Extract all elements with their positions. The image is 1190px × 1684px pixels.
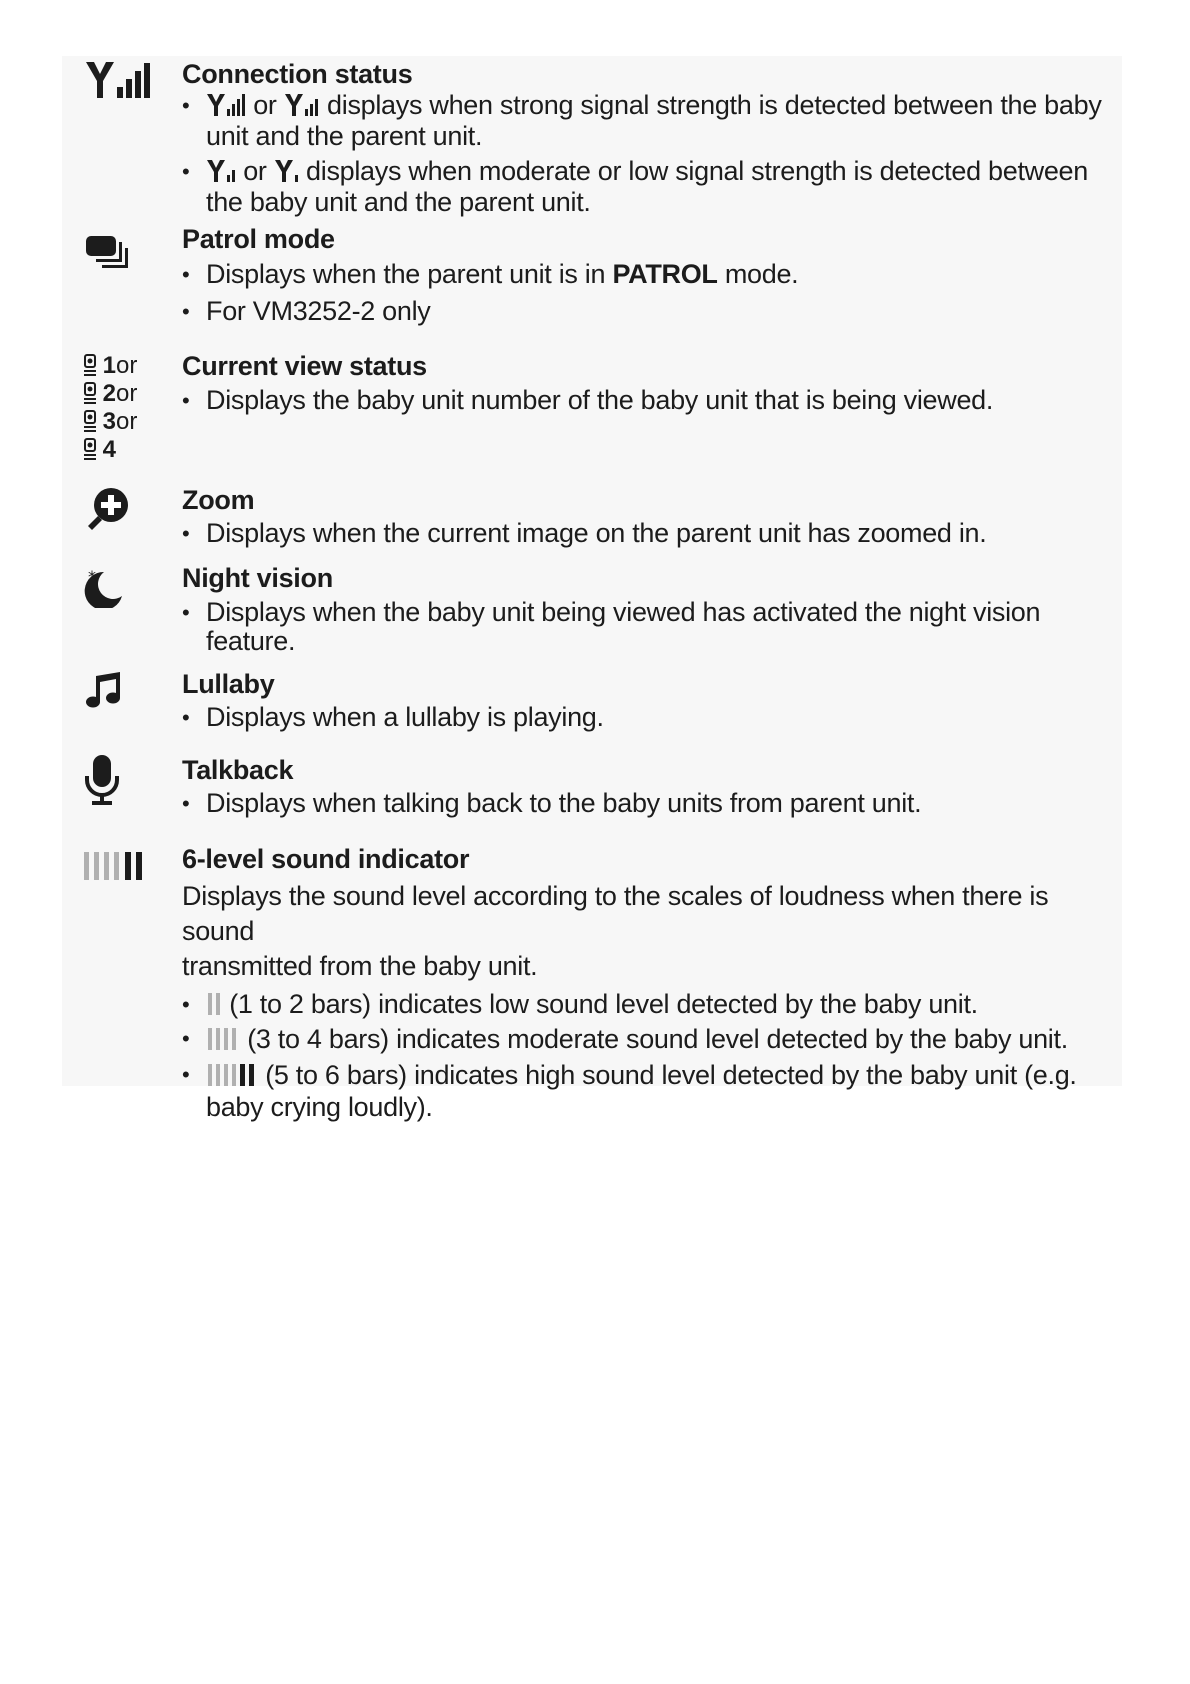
section-zoom bbox=[182, 484, 1122, 549]
section-current-view-status bbox=[182, 350, 1122, 416]
view-unit-4: 4 bbox=[84, 436, 166, 464]
sound-two-bar-icon bbox=[206, 992, 222, 1016]
section-sound-indicator bbox=[182, 843, 1122, 1123]
zoom-bullet bbox=[182, 518, 1122, 549]
zoom-text: Displays when the current image on the parent unit has zoomed in. bbox=[206, 518, 987, 548]
zoom-in-icon bbox=[84, 486, 166, 532]
baby-unit-icon bbox=[84, 438, 96, 460]
signal-one-bar-icon bbox=[274, 159, 299, 183]
night-vision-title: Night vision bbox=[182, 563, 333, 593]
talkback-title: Talkback bbox=[182, 755, 294, 785]
sound-bullet-moderate bbox=[182, 1021, 1122, 1057]
lullaby-title: Lullaby bbox=[182, 669, 275, 699]
night-vision-text-2: feature. bbox=[206, 626, 296, 656]
connection-moderate-text-2: the baby unit and the parent unit. bbox=[206, 187, 591, 217]
sound-intro-1: Displays the sound level according to the scales of loudness when there is sound bbox=[182, 881, 1049, 946]
sound-high-text-2: baby crying loudly). bbox=[206, 1092, 433, 1122]
view-unit-1: 1or bbox=[84, 352, 166, 380]
current-view-icons bbox=[84, 352, 166, 464]
sound-bullet-low bbox=[182, 988, 1122, 1021]
section-patrol-mode bbox=[182, 223, 1122, 327]
baby-unit-icon bbox=[84, 382, 96, 404]
patrol-text: Displays when the parent unit is in bbox=[206, 259, 606, 289]
connection-moderate-text: displays when moderate or low signal strength is detected between bbox=[306, 156, 1088, 186]
microphone-icon bbox=[84, 754, 166, 806]
sound-level-icon bbox=[84, 850, 166, 882]
baby-unit-icon bbox=[84, 354, 96, 376]
sound-bullet-high bbox=[182, 1059, 1122, 1123]
or-text: or bbox=[243, 156, 267, 186]
connection-bullet-moderate bbox=[182, 156, 1122, 218]
signal-two-bar-icon bbox=[206, 159, 236, 183]
patrol-bullet-1 bbox=[182, 259, 1122, 290]
night-vision-bullet bbox=[182, 598, 1122, 656]
talkback-text: Displays when talking back to the baby units from parent unit. bbox=[206, 788, 922, 818]
patrol-keyword: PATROL bbox=[612, 259, 718, 289]
signal-three-bar-icon bbox=[284, 93, 320, 117]
night-vision-text: Displays when the baby unit being viewed has activated the night vision bbox=[206, 597, 1041, 627]
sound-moderate-text: (3 to 4 bars) indicates moderate sound level detected by the baby unit. bbox=[247, 1024, 1068, 1054]
svg-text:*: * bbox=[88, 567, 96, 586]
patrol-model-text: For VM3252-2 only bbox=[206, 296, 431, 326]
patrol-text-end: mode. bbox=[724, 259, 799, 289]
section-connection-status bbox=[182, 58, 1122, 218]
signal-full-icon bbox=[206, 93, 246, 117]
connection-status-title: Connection status bbox=[182, 59, 413, 89]
lullaby-text: Displays when a lullaby is playing. bbox=[206, 702, 604, 732]
connection-strong-text: displays when strong signal strength is detected between the baby bbox=[327, 90, 1102, 120]
lullaby-bullet bbox=[182, 702, 1122, 733]
sound-high-text: (5 to 6 bars) indicates high sound level detected by the baby unit (e.g. bbox=[265, 1060, 1077, 1090]
view-unit-2: 2or bbox=[84, 380, 166, 408]
current-view-text: Displays the baby unit number of the baby unit that is being viewed. bbox=[206, 385, 994, 415]
connection-strong-text-2: unit and the parent unit. bbox=[206, 121, 483, 151]
sound-indicator-title: 6-level sound indicator bbox=[182, 844, 470, 874]
section-night-vision bbox=[182, 562, 1122, 656]
sound-four-bar-icon bbox=[206, 1027, 240, 1051]
connection-bullet-strong bbox=[182, 90, 1122, 152]
patrol-mode-title: Patrol mode bbox=[182, 224, 335, 254]
section-lullaby bbox=[182, 668, 1122, 733]
sound-intro bbox=[182, 879, 1122, 984]
patrol-bullet-2 bbox=[182, 296, 1122, 327]
night-vision-icon bbox=[84, 566, 166, 608]
baby-unit-icon bbox=[84, 410, 96, 432]
current-view-title: Current view status bbox=[182, 351, 427, 381]
sound-low-text: (1 to 2 bars) indicates low sound level detected by the baby unit. bbox=[229, 989, 978, 1019]
signal-strength-icon bbox=[84, 60, 166, 100]
talkback-bullet bbox=[182, 788, 1122, 819]
or-text: or bbox=[253, 90, 277, 120]
current-view-bullet bbox=[182, 385, 1122, 416]
sound-intro-2: transmitted from the baby unit. bbox=[182, 951, 538, 981]
sound-six-bar-icon bbox=[206, 1063, 258, 1087]
music-note-icon bbox=[84, 670, 166, 710]
zoom-title: Zoom bbox=[182, 485, 255, 515]
section-talkback bbox=[182, 754, 1122, 819]
view-unit-3: 3or bbox=[84, 408, 166, 436]
patrol-mode-icon bbox=[84, 234, 166, 270]
